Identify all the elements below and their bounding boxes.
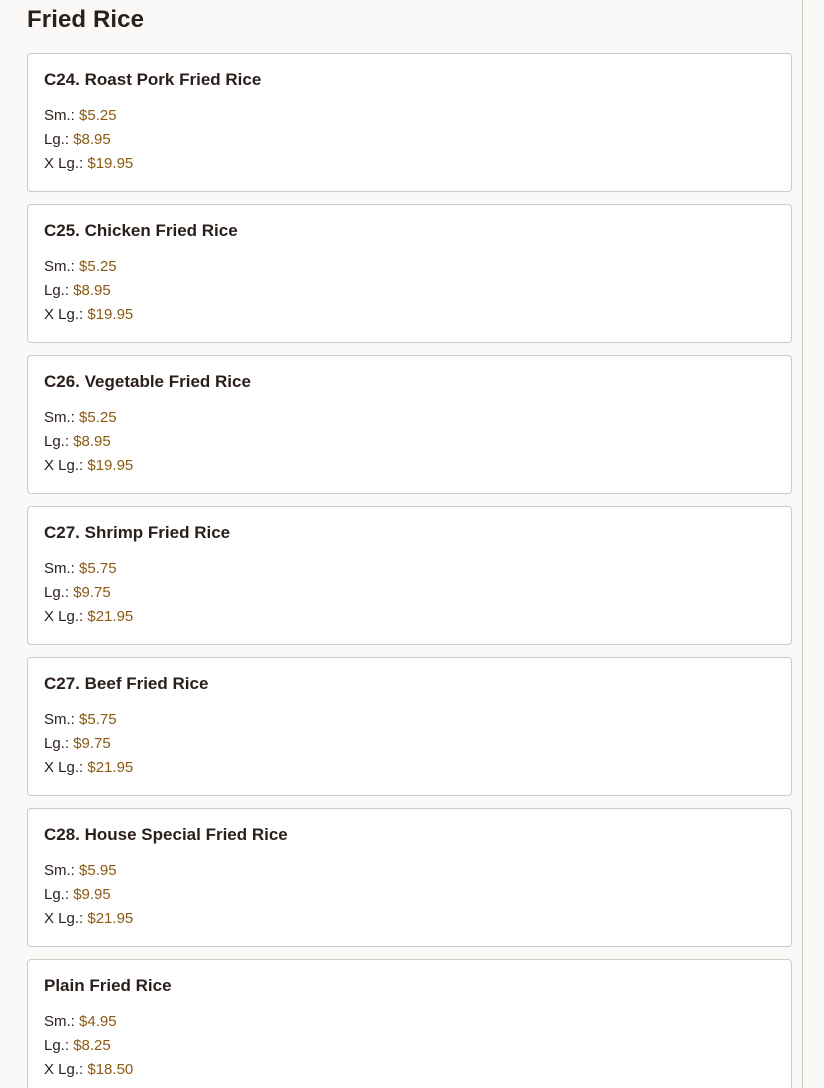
price-list <box>44 104 775 176</box>
menu-item-name: C27. Beef Fried Rice <box>44 674 209 693</box>
price-list <box>44 406 775 478</box>
price-row-small <box>44 255 775 279</box>
size-label: Sm.: <box>44 560 75 577</box>
price-row-extra-large <box>44 605 775 629</box>
price-row-large <box>44 128 775 152</box>
price-value: $8.95 <box>73 433 111 450</box>
price-row-extra-large <box>44 152 775 176</box>
price-value: $5.95 <box>79 862 117 879</box>
size-label: Lg.: <box>44 131 70 148</box>
size-label: Sm.: <box>44 409 75 426</box>
price-row-large <box>44 1034 775 1058</box>
price-value: $9.75 <box>73 735 111 752</box>
size-label: X Lg.: <box>44 608 84 625</box>
price-row-large <box>44 279 775 303</box>
price-value: $9.95 <box>73 886 111 903</box>
price-value: $21.95 <box>87 910 134 927</box>
menu-item-name: Plain Fried Rice <box>44 976 172 995</box>
size-label: Sm.: <box>44 107 75 124</box>
price-list <box>44 1010 775 1082</box>
price-row-extra-large <box>44 907 775 931</box>
menu-item-card[interactable] <box>27 355 792 494</box>
size-label: Sm.: <box>44 1013 75 1030</box>
price-value: $8.95 <box>73 131 111 148</box>
price-list <box>44 708 775 780</box>
price-row-large <box>44 581 775 605</box>
price-row-small <box>44 104 775 128</box>
price-value: $21.95 <box>87 608 134 625</box>
size-label: Lg.: <box>44 433 70 450</box>
size-label: X Lg.: <box>44 306 84 323</box>
price-row-extra-large <box>44 756 775 780</box>
size-label: X Lg.: <box>44 155 84 172</box>
size-label: Lg.: <box>44 1037 70 1054</box>
price-row-extra-large <box>44 303 775 327</box>
menu-item-name: C26. Vegetable Fried Rice <box>44 372 251 391</box>
menu-item-list <box>27 53 792 1088</box>
price-list <box>44 255 775 327</box>
price-value: $5.75 <box>79 560 117 577</box>
menu-item-card[interactable] <box>27 506 792 645</box>
menu-item-card[interactable] <box>27 657 792 796</box>
price-value: $19.95 <box>87 155 134 172</box>
price-value: $5.25 <box>79 258 117 275</box>
price-value: $18.50 <box>87 1061 134 1078</box>
menu-item-name: C27. Shrimp Fried Rice <box>44 523 231 542</box>
size-label: X Lg.: <box>44 457 84 474</box>
price-value: $5.75 <box>79 711 117 728</box>
price-row-small <box>44 557 775 581</box>
price-value: $8.95 <box>73 282 111 299</box>
menu-item-card[interactable] <box>27 204 792 343</box>
size-label: X Lg.: <box>44 759 84 776</box>
size-label: Lg.: <box>44 735 70 752</box>
menu-item-name: C24. Roast Pork Fried Rice <box>44 70 262 89</box>
size-label: X Lg.: <box>44 910 84 927</box>
price-row-small <box>44 406 775 430</box>
size-label: Sm.: <box>44 862 75 879</box>
price-row-extra-large <box>44 1058 775 1082</box>
price-value: $19.95 <box>87 457 134 474</box>
price-row-small <box>44 1010 775 1034</box>
section-title: Fried Rice <box>27 6 145 33</box>
price-list <box>44 557 775 629</box>
menu-item-card[interactable] <box>27 808 792 947</box>
size-label: Lg.: <box>44 282 70 299</box>
price-value: $5.25 <box>79 107 117 124</box>
price-value: $5.25 <box>79 409 117 426</box>
price-value: $4.95 <box>79 1013 117 1030</box>
size-label: Sm.: <box>44 258 75 275</box>
price-value: $8.25 <box>73 1037 111 1054</box>
size-label: Lg.: <box>44 584 70 601</box>
menu-item-card[interactable] <box>27 53 792 192</box>
size-label: X Lg.: <box>44 1061 84 1078</box>
price-row-extra-large <box>44 454 775 478</box>
price-row-small <box>44 708 775 732</box>
menu-item-name: C25. Chicken Fried Rice <box>44 221 238 240</box>
price-row-small <box>44 859 775 883</box>
price-list <box>44 859 775 931</box>
price-value: $19.95 <box>87 306 134 323</box>
price-row-large <box>44 732 775 756</box>
price-value: $9.75 <box>73 584 111 601</box>
size-label: Lg.: <box>44 886 70 903</box>
price-value: $21.95 <box>87 759 134 776</box>
size-label: Sm.: <box>44 711 75 728</box>
menu-item-name: C28. House Special Fried Rice <box>44 825 288 844</box>
price-row-large <box>44 883 775 907</box>
price-row-large <box>44 430 775 454</box>
menu-item-card[interactable] <box>27 959 792 1088</box>
